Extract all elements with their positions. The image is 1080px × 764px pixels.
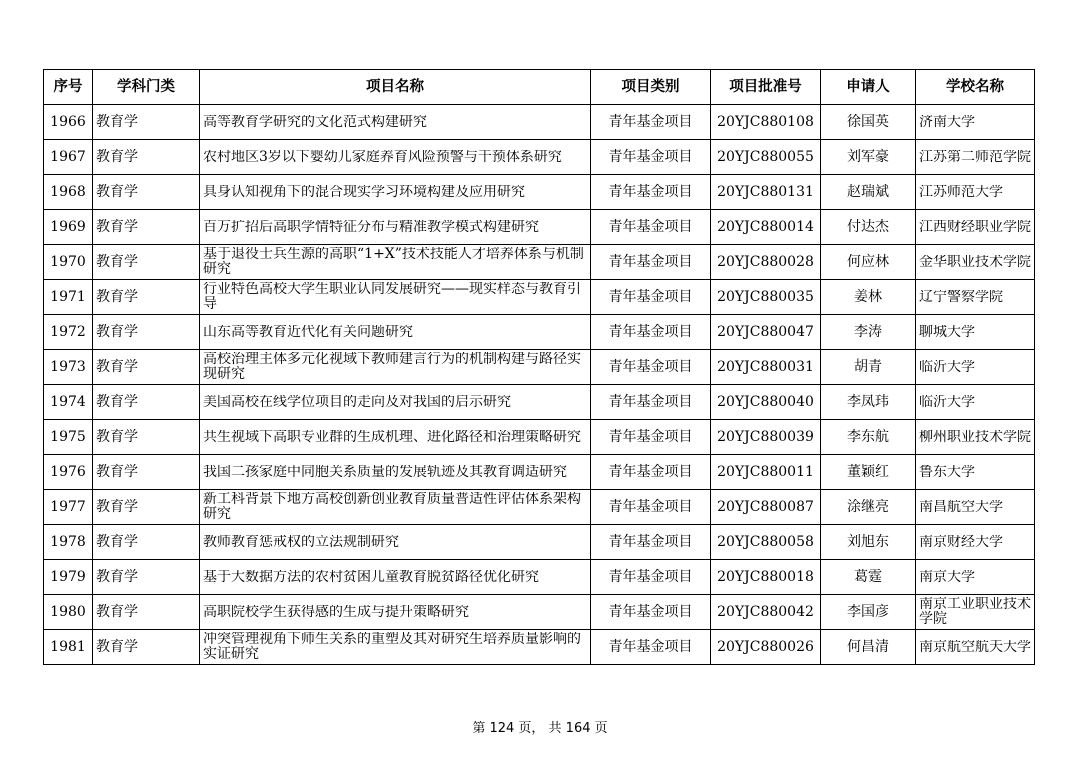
- table-row: [44, 595, 1035, 630]
- cell-school-text: 南京财经大学: [919, 534, 1003, 550]
- cell-discipline: 教育学: [93, 630, 200, 665]
- cell-project-type: 青年基金项目: [591, 280, 711, 315]
- cell-school-text: 江苏第二师范学院: [919, 149, 1031, 165]
- cell-applicant: 葛霆: [821, 560, 916, 595]
- cell-project-name: [200, 560, 591, 595]
- cell-project-type: 青年基金项目: [591, 560, 711, 595]
- cell-index: 1968: [44, 175, 93, 210]
- cell-discipline: 教育学: [93, 420, 200, 455]
- cell-index: 1972: [44, 315, 93, 350]
- cell-school: [916, 105, 1035, 140]
- cell-project-type: 青年基金项目: [591, 385, 711, 420]
- cell-applicant: 李国彦: [821, 595, 916, 630]
- cell-index: 1976: [44, 455, 93, 490]
- cell-discipline: 教育学: [93, 245, 200, 280]
- cell-index: 1973: [44, 350, 93, 385]
- cell-index: 1981: [44, 630, 93, 665]
- header-index: 序号: [44, 70, 93, 105]
- cell-school: [916, 525, 1035, 560]
- cell-school-text: 南昌航空大学: [919, 499, 1003, 515]
- cell-discipline: 教育学: [93, 350, 200, 385]
- page-footer: 第 124 页， 共 164 页: [472, 721, 608, 736]
- cell-index: 1978: [44, 525, 93, 560]
- cell-approval-number: 20YJC880055: [711, 140, 821, 175]
- cell-project-name: [200, 210, 591, 245]
- cell-project-name-text: 我国二孩家庭中同胞关系质量的发展轨迹及其教育调适研究: [203, 464, 567, 480]
- cell-school-text: 辽宁警察学院: [919, 289, 1003, 305]
- cell-applicant: 何昌清: [821, 630, 916, 665]
- cell-project-name: [200, 280, 591, 315]
- cell-project-name-text: 冲突管理视角下师生关系的重塑及其对研究生培养质量影响的实证研究: [203, 632, 581, 662]
- table-header-row: [44, 70, 1035, 105]
- cell-school: [916, 280, 1035, 315]
- cell-school: [916, 595, 1035, 630]
- cell-project-type: 青年基金项目: [591, 140, 711, 175]
- cell-school-text: 江苏师范大学: [919, 184, 1003, 200]
- project-table: [43, 69, 1035, 665]
- cell-applicant: 李凤玮: [821, 385, 916, 420]
- cell-school-text: 江西财经职业学院: [919, 219, 1031, 235]
- cell-applicant: 刘旭东: [821, 525, 916, 560]
- table-row: [44, 245, 1035, 280]
- cell-project-name-text: 百万扩招后高职学情特征分布与精准教学模式构建研究: [203, 219, 539, 235]
- cell-index: 1977: [44, 490, 93, 525]
- cell-applicant: 李涛: [821, 315, 916, 350]
- cell-project-name: [200, 175, 591, 210]
- cell-school: [916, 350, 1035, 385]
- cell-project-name-text: 农村地区3岁以下婴幼儿家庭养育风险预警与干预体系研究: [203, 149, 562, 165]
- cell-discipline: 教育学: [93, 175, 200, 210]
- cell-project-name: [200, 630, 591, 665]
- table-row: [44, 490, 1035, 525]
- header-approval-number: 项目批准号: [711, 70, 821, 105]
- cell-school: [916, 385, 1035, 420]
- cell-project-type: 青年基金项目: [591, 630, 711, 665]
- table-row: [44, 350, 1035, 385]
- cell-school: [916, 140, 1035, 175]
- header-discipline: 学科门类: [93, 70, 200, 105]
- table-row: [44, 385, 1035, 420]
- cell-project-name: [200, 455, 591, 490]
- cell-school-text: 柳州职业技术学院: [919, 429, 1031, 445]
- cell-project-type: 青年基金项目: [591, 210, 711, 245]
- cell-applicant: 涂继亮: [821, 490, 916, 525]
- cell-discipline: 教育学: [93, 210, 200, 245]
- table-row: [44, 315, 1035, 350]
- cell-discipline: 教育学: [93, 105, 200, 140]
- header-school: 学校名称: [916, 70, 1035, 105]
- cell-project-type: 青年基金项目: [591, 350, 711, 385]
- cell-school-text: 金华职业技术学院: [919, 254, 1031, 270]
- cell-project-name-text: 基于退役士兵生源的高职“1+X”技术技能人才培养体系与机制研究: [203, 247, 584, 277]
- cell-project-name-text: 新工科背景下地方高校创新创业教育质量普适性评估体系架构研究: [203, 492, 581, 522]
- cell-index: 1975: [44, 420, 93, 455]
- cell-school: [916, 560, 1035, 595]
- header-project-type: 项目类别: [591, 70, 711, 105]
- cell-school: [916, 245, 1035, 280]
- cell-school-text: 聊城大学: [919, 324, 975, 340]
- cell-approval-number: 20YJC880040: [711, 385, 821, 420]
- cell-approval-number: 20YJC880035: [711, 280, 821, 315]
- cell-project-name: [200, 595, 591, 630]
- cell-project-name: [200, 105, 591, 140]
- cell-approval-number: 20YJC880039: [711, 420, 821, 455]
- table-row: [44, 280, 1035, 315]
- cell-project-name-text: 教师教育惩戒权的立法规制研究: [203, 534, 399, 550]
- cell-applicant: 付达杰: [821, 210, 916, 245]
- cell-school: [916, 210, 1035, 245]
- cell-discipline: 教育学: [93, 595, 200, 630]
- cell-project-name-text: 高等教育学研究的文化范式构建研究: [203, 114, 427, 130]
- table-row: [44, 525, 1035, 560]
- cell-applicant: 徐国英: [821, 105, 916, 140]
- cell-project-type: 青年基金项目: [591, 490, 711, 525]
- table-row: [44, 420, 1035, 455]
- cell-school: [916, 175, 1035, 210]
- cell-applicant: 董颖红: [821, 455, 916, 490]
- cell-project-type: 青年基金项目: [591, 315, 711, 350]
- cell-approval-number: 20YJC880011: [711, 455, 821, 490]
- cell-approval-number: 20YJC880131: [711, 175, 821, 210]
- cell-school: [916, 455, 1035, 490]
- cell-applicant: 何应林: [821, 245, 916, 280]
- cell-applicant: 赵瑞斌: [821, 175, 916, 210]
- cell-project-name: [200, 385, 591, 420]
- cell-project-name-text: 共生视域下高职专业群的生成机理、进化路径和治理策略研究: [203, 429, 581, 445]
- cell-discipline: 教育学: [93, 490, 200, 525]
- cell-project-name-text: 山东高等教育近代化有关问题研究: [203, 324, 413, 340]
- cell-school: [916, 315, 1035, 350]
- cell-index: 1974: [44, 385, 93, 420]
- cell-project-type: 青年基金项目: [591, 455, 711, 490]
- cell-project-type: 青年基金项目: [591, 245, 711, 280]
- cell-approval-number: 20YJC880026: [711, 630, 821, 665]
- cell-discipline: 教育学: [93, 315, 200, 350]
- cell-project-name: [200, 420, 591, 455]
- cell-school-text: 南京工业职业技术学院: [919, 597, 1031, 627]
- cell-school-text: 临沂大学: [919, 359, 975, 375]
- cell-index: 1980: [44, 595, 93, 630]
- cell-project-name: [200, 140, 591, 175]
- header-project-name: 项目名称: [200, 70, 591, 105]
- cell-applicant: 胡青: [821, 350, 916, 385]
- cell-approval-number: 20YJC880028: [711, 245, 821, 280]
- table-row: [44, 455, 1035, 490]
- cell-approval-number: 20YJC880047: [711, 315, 821, 350]
- cell-index: 1979: [44, 560, 93, 595]
- cell-index: 1969: [44, 210, 93, 245]
- table-row: [44, 175, 1035, 210]
- table-row: [44, 210, 1035, 245]
- cell-applicant: 李东航: [821, 420, 916, 455]
- cell-project-type: 青年基金项目: [591, 175, 711, 210]
- cell-approval-number: 20YJC880087: [711, 490, 821, 525]
- cell-project-name-text: 高职院校学生获得感的生成与提升策略研究: [203, 604, 469, 620]
- cell-discipline: 教育学: [93, 560, 200, 595]
- table-row: [44, 140, 1035, 175]
- cell-discipline: 教育学: [93, 455, 200, 490]
- cell-school-text: 临沂大学: [919, 394, 975, 410]
- cell-project-name: [200, 245, 591, 280]
- cell-project-name: [200, 490, 591, 525]
- cell-project-name-text: 具身认知视角下的混合现实学习环境构建及应用研究: [203, 184, 525, 200]
- cell-project-name-text: 美国高校在线学位项目的走向及对我国的启示研究: [203, 394, 511, 410]
- cell-discipline: 教育学: [93, 525, 200, 560]
- cell-project-type: 青年基金项目: [591, 420, 711, 455]
- cell-project-name-text: 高校治理主体多元化视域下教师建言行为的机制构建与路径实现研究: [203, 352, 581, 382]
- cell-index: 1967: [44, 140, 93, 175]
- cell-index: 1966: [44, 105, 93, 140]
- cell-discipline: 教育学: [93, 385, 200, 420]
- header-applicant: 申请人: [821, 70, 916, 105]
- table-row: [44, 105, 1035, 140]
- cell-approval-number: 20YJC880108: [711, 105, 821, 140]
- cell-project-type: 青年基金项目: [591, 525, 711, 560]
- cell-school-text: 济南大学: [919, 114, 975, 130]
- cell-project-name: [200, 350, 591, 385]
- cell-discipline: 教育学: [93, 280, 200, 315]
- cell-index: 1970: [44, 245, 93, 280]
- cell-approval-number: 20YJC880042: [711, 595, 821, 630]
- cell-project-name-text: 行业特色高校大学生职业认同发展研究——现实样态与教育引导: [203, 282, 581, 312]
- cell-project-name: [200, 315, 591, 350]
- cell-school-text: 南京大学: [919, 569, 975, 585]
- table-row: [44, 560, 1035, 595]
- cell-approval-number: 20YJC880058: [711, 525, 821, 560]
- cell-applicant: 刘军豪: [821, 140, 916, 175]
- cell-applicant: 姜林: [821, 280, 916, 315]
- cell-index: 1971: [44, 280, 93, 315]
- cell-approval-number: 20YJC880014: [711, 210, 821, 245]
- cell-school-text: 南京航空航天大学: [919, 639, 1031, 655]
- cell-project-type: 青年基金项目: [591, 595, 711, 630]
- cell-approval-number: 20YJC880031: [711, 350, 821, 385]
- cell-approval-number: 20YJC880018: [711, 560, 821, 595]
- cell-project-name-text: 基于大数据方法的农村贫困儿童教育脱贫路径优化研究: [203, 569, 539, 585]
- cell-school: [916, 490, 1035, 525]
- cell-school: [916, 420, 1035, 455]
- cell-project-type: 青年基金项目: [591, 105, 711, 140]
- cell-school-text: 鲁东大学: [919, 464, 975, 480]
- cell-school: [916, 630, 1035, 665]
- table-body: [44, 105, 1035, 665]
- cell-discipline: 教育学: [93, 140, 200, 175]
- table-row: [44, 630, 1035, 665]
- cell-project-name: [200, 525, 591, 560]
